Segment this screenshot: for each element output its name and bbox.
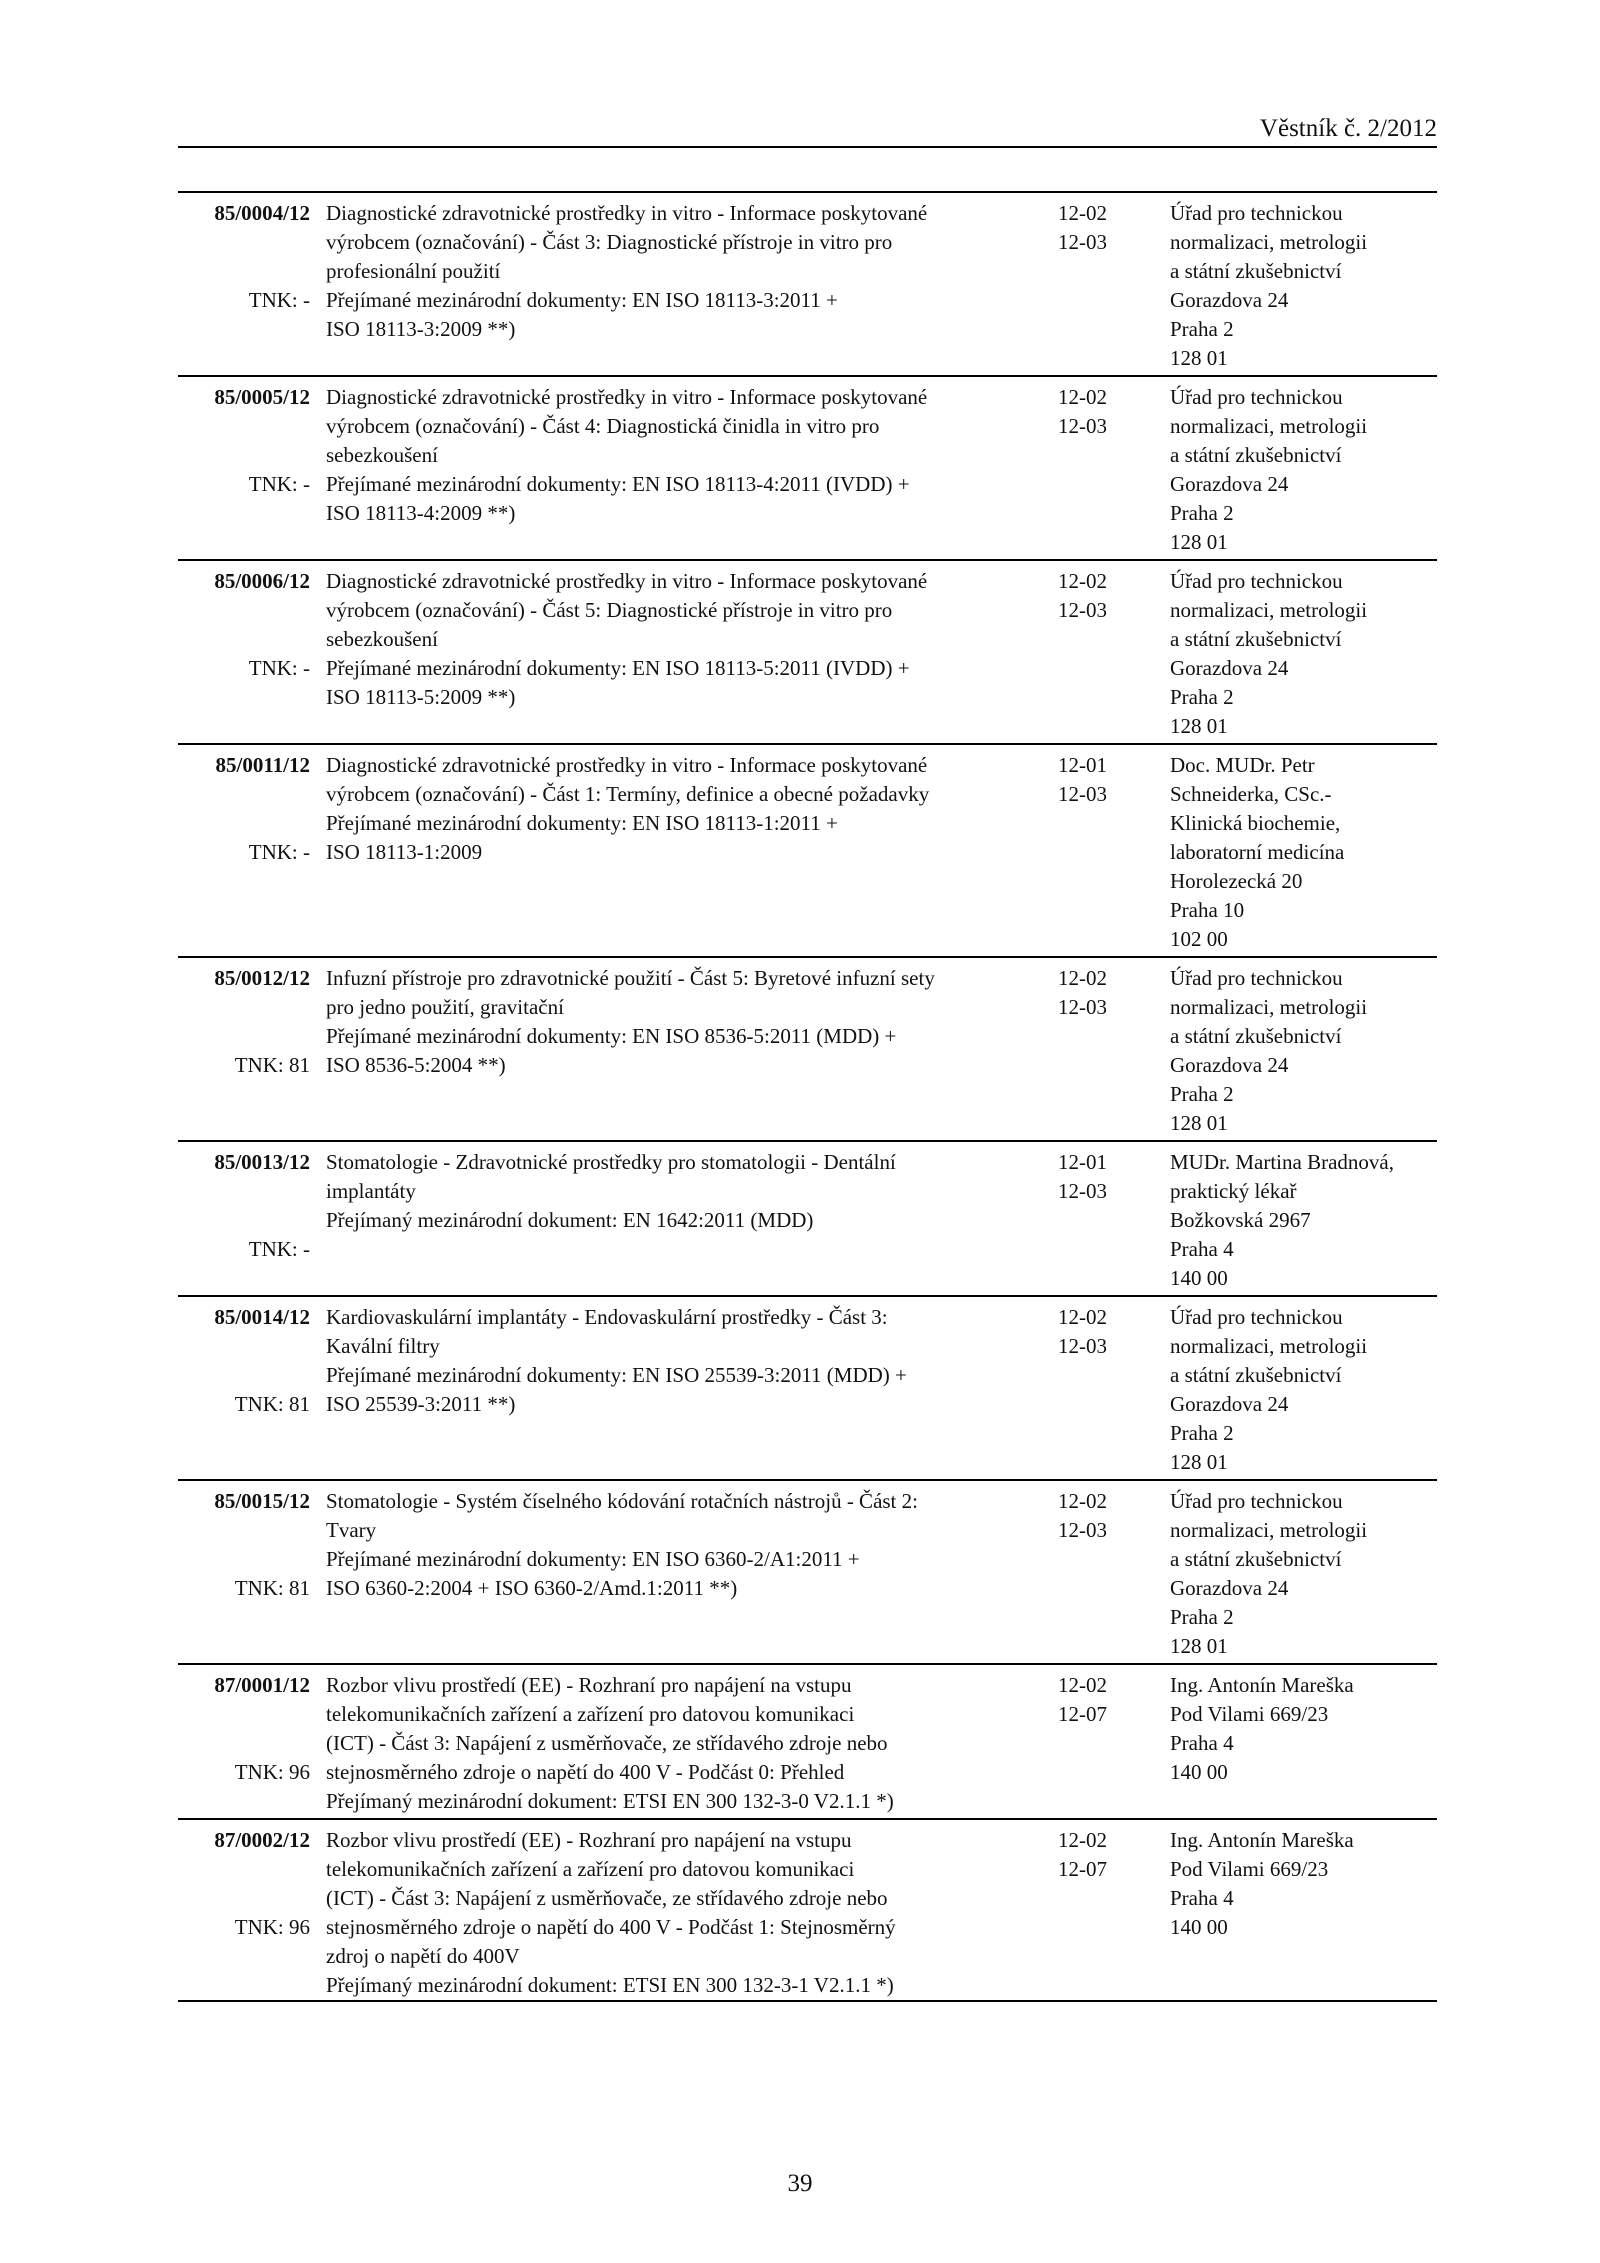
description-line: ISO 25539-3:2011 **) xyxy=(326,1392,516,1416)
contact-line: a státní zkušebnictví xyxy=(1170,1363,1342,1387)
contact-line: Praha 2 xyxy=(1170,1605,1234,1629)
standard-dates xyxy=(1058,1487,1138,1545)
contact-line: Úřad pro technickou xyxy=(1170,1305,1343,1329)
contact-line: Praha 2 xyxy=(1170,685,1234,709)
standard-code: 85/0012/12 xyxy=(214,966,310,990)
processor-contact xyxy=(1170,1303,1437,1477)
description-line: Kavální filtry xyxy=(326,1334,440,1358)
description-line: (ICT) - Část 3: Napájení z usměrňovače, ze střídavého zdroje nebo xyxy=(326,1731,888,1755)
description-line: Rozbor vlivu prostředí (EE) - Rozhraní pro napájení na vstupu xyxy=(326,1828,852,1852)
description-line: Přejímané mezinárodní dokumenty: EN ISO 25539-3:2011 (MDD) + xyxy=(326,1363,907,1387)
contact-line: Ing. Antonín Mareška xyxy=(1170,1828,1354,1852)
description-line: ISO 18113-5:2009 **) xyxy=(326,685,516,709)
contact-line: Gorazdova 24 xyxy=(1170,656,1289,680)
standard-entry xyxy=(178,375,1437,559)
contact-line: 140 00 xyxy=(1170,1760,1228,1784)
contact-line: Doc. MUDr. Petr xyxy=(1170,753,1315,777)
contact-line: normalizaci, metrologii xyxy=(1170,230,1368,254)
contact-line: Gorazdova 24 xyxy=(1170,1392,1289,1416)
date-code: 12-02 xyxy=(1058,1305,1107,1329)
date-code: 12-07 xyxy=(1058,1702,1107,1726)
description-line: výrobcem (označování) - Část 5: Diagnostické přístroje in vitro pro xyxy=(326,598,893,622)
contact-line: 128 01 xyxy=(1170,346,1228,370)
date-code: 12-03 xyxy=(1058,1179,1107,1203)
standard-entry xyxy=(178,1140,1437,1295)
tnk-label: TNK: 96 xyxy=(234,1760,310,1784)
tnk-label: TNK: 81 xyxy=(234,1053,310,1077)
contact-line: Úřad pro technickou xyxy=(1170,201,1343,225)
contact-line: Praha 2 xyxy=(1170,1082,1234,1106)
date-code: 12-02 xyxy=(1058,201,1107,225)
description-line: výrobcem (označování) - Část 1: Termíny, definice a obecné požadavky xyxy=(326,782,930,806)
contact-line: Gorazdova 24 xyxy=(1170,472,1289,496)
standard-code: 85/0015/12 xyxy=(214,1489,310,1513)
contact-line: Schneiderka, CSc.- xyxy=(1170,782,1332,806)
journal-title: Věstník č. 2/2012 xyxy=(1259,115,1437,142)
contact-line: Klinická biochemie, xyxy=(1170,811,1341,835)
standard-code: 85/0006/12 xyxy=(214,569,310,593)
processor-contact xyxy=(1170,1671,1437,1787)
standard-entry xyxy=(178,1818,1437,2002)
description-line: Diagnostické zdravotnické prostředky in vitro - Informace poskytované xyxy=(326,753,928,777)
description-line: pro jedno použití, gravitační xyxy=(326,995,564,1019)
description-line: Přejímané mezinárodní dokumenty: EN ISO 18113-3:2011 + xyxy=(326,288,838,312)
contact-line: 128 01 xyxy=(1170,1634,1228,1658)
contact-line: normalizaci, metrologii xyxy=(1170,1518,1368,1542)
description-line: telekomunikačních zařízení a zařízení pro datovou komunikaci xyxy=(326,1702,855,1726)
contact-line: Praha 2 xyxy=(1170,1421,1234,1445)
description-line: implantáty xyxy=(326,1179,416,1203)
description-line: profesionální použití xyxy=(326,259,501,283)
contact-line: a státní zkušebnictví xyxy=(1170,259,1342,283)
standard-dates xyxy=(1058,751,1138,809)
contact-line: a státní zkušebnictví xyxy=(1170,1547,1342,1571)
standard-entry xyxy=(178,191,1437,375)
contact-line: 140 00 xyxy=(1170,1266,1228,1290)
standard-entry xyxy=(178,1295,1437,1479)
standard-code: 87/0001/12 xyxy=(214,1673,310,1697)
description-line: ISO 18113-3:2009 **) xyxy=(326,317,516,341)
contact-line: 128 01 xyxy=(1170,714,1228,738)
description-line: Rozbor vlivu prostředí (EE) - Rozhraní pro napájení na vstupu xyxy=(326,1673,852,1697)
standard-dates xyxy=(1058,964,1138,1022)
description-line: stejnosměrného zdroje o napětí do 400 V - Podčást 0: Přehled xyxy=(326,1760,845,1784)
description-line: Tvary xyxy=(326,1518,377,1542)
contact-line: 128 01 xyxy=(1170,530,1228,554)
contact-line: 128 01 xyxy=(1170,1450,1228,1474)
date-code: 12-03 xyxy=(1058,1334,1107,1358)
standard-code: 85/0013/12 xyxy=(214,1150,310,1174)
processor-contact xyxy=(1170,383,1437,557)
date-code: 12-01 xyxy=(1058,1150,1107,1174)
contact-line: Ing. Antonín Mareška xyxy=(1170,1673,1354,1697)
tnk-label: TNK: 81 xyxy=(234,1392,310,1416)
contact-line: Božkovská 2967 xyxy=(1170,1208,1311,1232)
standard-dates xyxy=(1058,383,1138,441)
tnk-label: TNK: - xyxy=(248,472,310,496)
date-code: 12-03 xyxy=(1058,414,1107,438)
standard-code: 85/0014/12 xyxy=(214,1305,310,1329)
standard-entry xyxy=(178,956,1437,1140)
tnk-label: TNK: - xyxy=(248,840,310,864)
contact-line: Gorazdova 24 xyxy=(1170,1053,1289,1077)
description-line: ISO 18113-4:2009 **) xyxy=(326,501,516,525)
description-line: (ICT) - Část 3: Napájení z usměrňovače, ze střídavého zdroje nebo xyxy=(326,1886,888,1910)
standard-entry xyxy=(178,743,1437,956)
contact-line: 140 00 xyxy=(1170,1915,1228,1939)
tnk-label: TNK: - xyxy=(248,288,310,312)
standard-entry xyxy=(178,1663,1437,1818)
contact-line: laboratorní medicína xyxy=(1170,840,1345,864)
standard-code: 87/0002/12 xyxy=(214,1828,310,1852)
contact-line: normalizaci, metrologii xyxy=(1170,414,1368,438)
processor-contact xyxy=(1170,751,1437,954)
contact-line: 128 01 xyxy=(1170,1111,1228,1135)
contact-line: MUDr. Martina Bradnová, xyxy=(1170,1150,1394,1174)
tnk-label: TNK: 96 xyxy=(234,1915,310,1939)
date-code: 12-03 xyxy=(1058,782,1107,806)
standard-code: 85/0005/12 xyxy=(214,385,310,409)
date-code: 12-02 xyxy=(1058,966,1107,990)
contact-line: Praha 2 xyxy=(1170,501,1234,525)
description-line: ISO 6360-2:2004 + ISO 6360-2/Amd.1:2011 **) xyxy=(326,1576,738,1600)
description-line: zdroj o napětí do 400V xyxy=(326,1944,520,1968)
description-line: Přejímané mezinárodní dokumenty: EN ISO 6360-2/A1:2011 + xyxy=(326,1547,860,1571)
processor-contact xyxy=(1170,964,1437,1138)
contact-line: Praha 4 xyxy=(1170,1886,1234,1910)
contact-line: a státní zkušebnictví xyxy=(1170,1024,1342,1048)
contact-line: Praha 4 xyxy=(1170,1731,1234,1755)
standard-dates xyxy=(1058,1826,1138,1884)
date-code: 12-02 xyxy=(1058,569,1107,593)
contact-line: 102 00 xyxy=(1170,927,1228,951)
description-line: Přejímané mezinárodní dokumenty: EN ISO 18113-5:2011 (IVDD) + xyxy=(326,656,910,680)
contact-line: praktický lékař xyxy=(1170,1179,1297,1203)
date-code: 12-02 xyxy=(1058,1828,1107,1852)
description-line: sebezkoušení xyxy=(326,443,438,467)
contact-line: normalizaci, metrologii xyxy=(1170,598,1368,622)
contact-line: Praha 4 xyxy=(1170,1237,1234,1261)
contact-line: Úřad pro technickou xyxy=(1170,1489,1343,1513)
description-line: Kardiovaskulární implantáty - Endovaskulární prostředky - Část 3: xyxy=(326,1305,888,1329)
standard-dates xyxy=(1058,1303,1138,1361)
contact-line: Úřad pro technickou xyxy=(1170,385,1343,409)
processor-contact xyxy=(1170,1148,1437,1293)
contact-line: Úřad pro technickou xyxy=(1170,569,1343,593)
date-code: 12-03 xyxy=(1058,230,1107,254)
contact-line: Gorazdova 24 xyxy=(1170,288,1289,312)
standard-dates xyxy=(1058,567,1138,625)
description-line: ISO 18113-1:2009 xyxy=(326,840,483,864)
description-line: Diagnostické zdravotnické prostředky in vitro - Informace poskytované xyxy=(326,569,928,593)
contact-line: Horolezecká 20 xyxy=(1170,869,1303,893)
tnk-label: TNK: 81 xyxy=(234,1576,310,1600)
description-line: výrobcem (označování) - Část 4: Diagnostická činidla in vitro pro xyxy=(326,414,880,438)
description-line: Stomatologie - Zdravotnické prostředky pro stomatologii - Dentální xyxy=(326,1150,896,1174)
description-line: Infuzní přístroje pro zdravotnické použití - Část 5: Byretové infuzní sety xyxy=(326,966,935,990)
contact-line: Pod Vilami 669/23 xyxy=(1170,1702,1329,1726)
description-line: Přejímané mezinárodní dokumenty: EN ISO 18113-4:2011 (IVDD) + xyxy=(326,472,910,496)
date-code: 12-03 xyxy=(1058,1518,1107,1542)
contact-line: Gorazdova 24 xyxy=(1170,1576,1289,1600)
description-line: stejnosměrného zdroje o napětí do 400 V - Podčást 1: Stejnosměrný xyxy=(326,1915,896,1939)
contact-line: Praha 10 xyxy=(1170,898,1245,922)
tnk-label: TNK: - xyxy=(248,656,310,680)
standard-code: 85/0004/12 xyxy=(214,201,310,225)
standards-list xyxy=(178,191,1437,2002)
description-line: sebezkoušení xyxy=(326,627,438,651)
contact-line: a státní zkušebnictví xyxy=(1170,627,1342,651)
description-line: Stomatologie - Systém číselného kódování rotačních nástrojů - Část 2: xyxy=(326,1489,918,1513)
date-code: 12-07 xyxy=(1058,1857,1107,1881)
description-line: ISO 8536-5:2004 **) xyxy=(326,1053,506,1077)
standard-code: 85/0011/12 xyxy=(215,753,310,777)
description-line: Přejímaný mezinárodní dokument: ETSI EN 300 132-3-0 V2.1.1 *) xyxy=(326,1789,894,1813)
description-line: telekomunikačních zařízení a zařízení pro datovou komunikaci xyxy=(326,1857,855,1881)
description-line: Diagnostické zdravotnické prostředky in vitro - Informace poskytované xyxy=(326,385,928,409)
date-code: 12-02 xyxy=(1058,1673,1107,1697)
date-code: 12-02 xyxy=(1058,1489,1107,1513)
tnk-label: TNK: - xyxy=(248,1237,310,1261)
standard-dates xyxy=(1058,1671,1138,1729)
contact-line: normalizaci, metrologii xyxy=(1170,1334,1368,1358)
contact-line: a státní zkušebnictví xyxy=(1170,443,1342,467)
description-line: Diagnostické zdravotnické prostředky in vitro - Informace poskytované xyxy=(326,201,928,225)
processor-contact xyxy=(1170,1487,1437,1661)
date-code: 12-01 xyxy=(1058,753,1107,777)
standard-entry xyxy=(178,1479,1437,1663)
standard-entry xyxy=(178,559,1437,743)
processor-contact xyxy=(1170,199,1437,373)
standard-dates xyxy=(1058,1148,1138,1206)
date-code: 12-03 xyxy=(1058,598,1107,622)
contact-line: Praha 2 xyxy=(1170,317,1234,341)
processor-contact xyxy=(1170,1826,1437,1942)
description-line: výrobcem (označování) - Část 3: Diagnostické přístroje in vitro pro xyxy=(326,230,893,254)
date-code: 12-03 xyxy=(1058,995,1107,1019)
page-header xyxy=(178,112,1437,148)
contact-line: Pod Vilami 669/23 xyxy=(1170,1857,1329,1881)
date-code: 12-02 xyxy=(1058,385,1107,409)
processor-contact xyxy=(1170,567,1437,741)
description-line: Přejímaný mezinárodní dokument: EN 1642:2011 (MDD) xyxy=(326,1208,814,1232)
contact-line: normalizaci, metrologii xyxy=(1170,995,1368,1019)
description-line: Přejímaný mezinárodní dokument: ETSI EN 300 132-3-1 V2.1.1 *) xyxy=(326,1973,894,1997)
contact-line: Úřad pro technickou xyxy=(1170,966,1343,990)
page-number: 39 xyxy=(787,2170,813,2197)
description-line: Přejímané mezinárodní dokumenty: EN ISO 18113-1:2011 + xyxy=(326,811,838,835)
standard-dates xyxy=(1058,199,1138,257)
description-line: Přejímané mezinárodní dokumenty: EN ISO 8536-5:2011 (MDD) + xyxy=(326,1024,897,1048)
